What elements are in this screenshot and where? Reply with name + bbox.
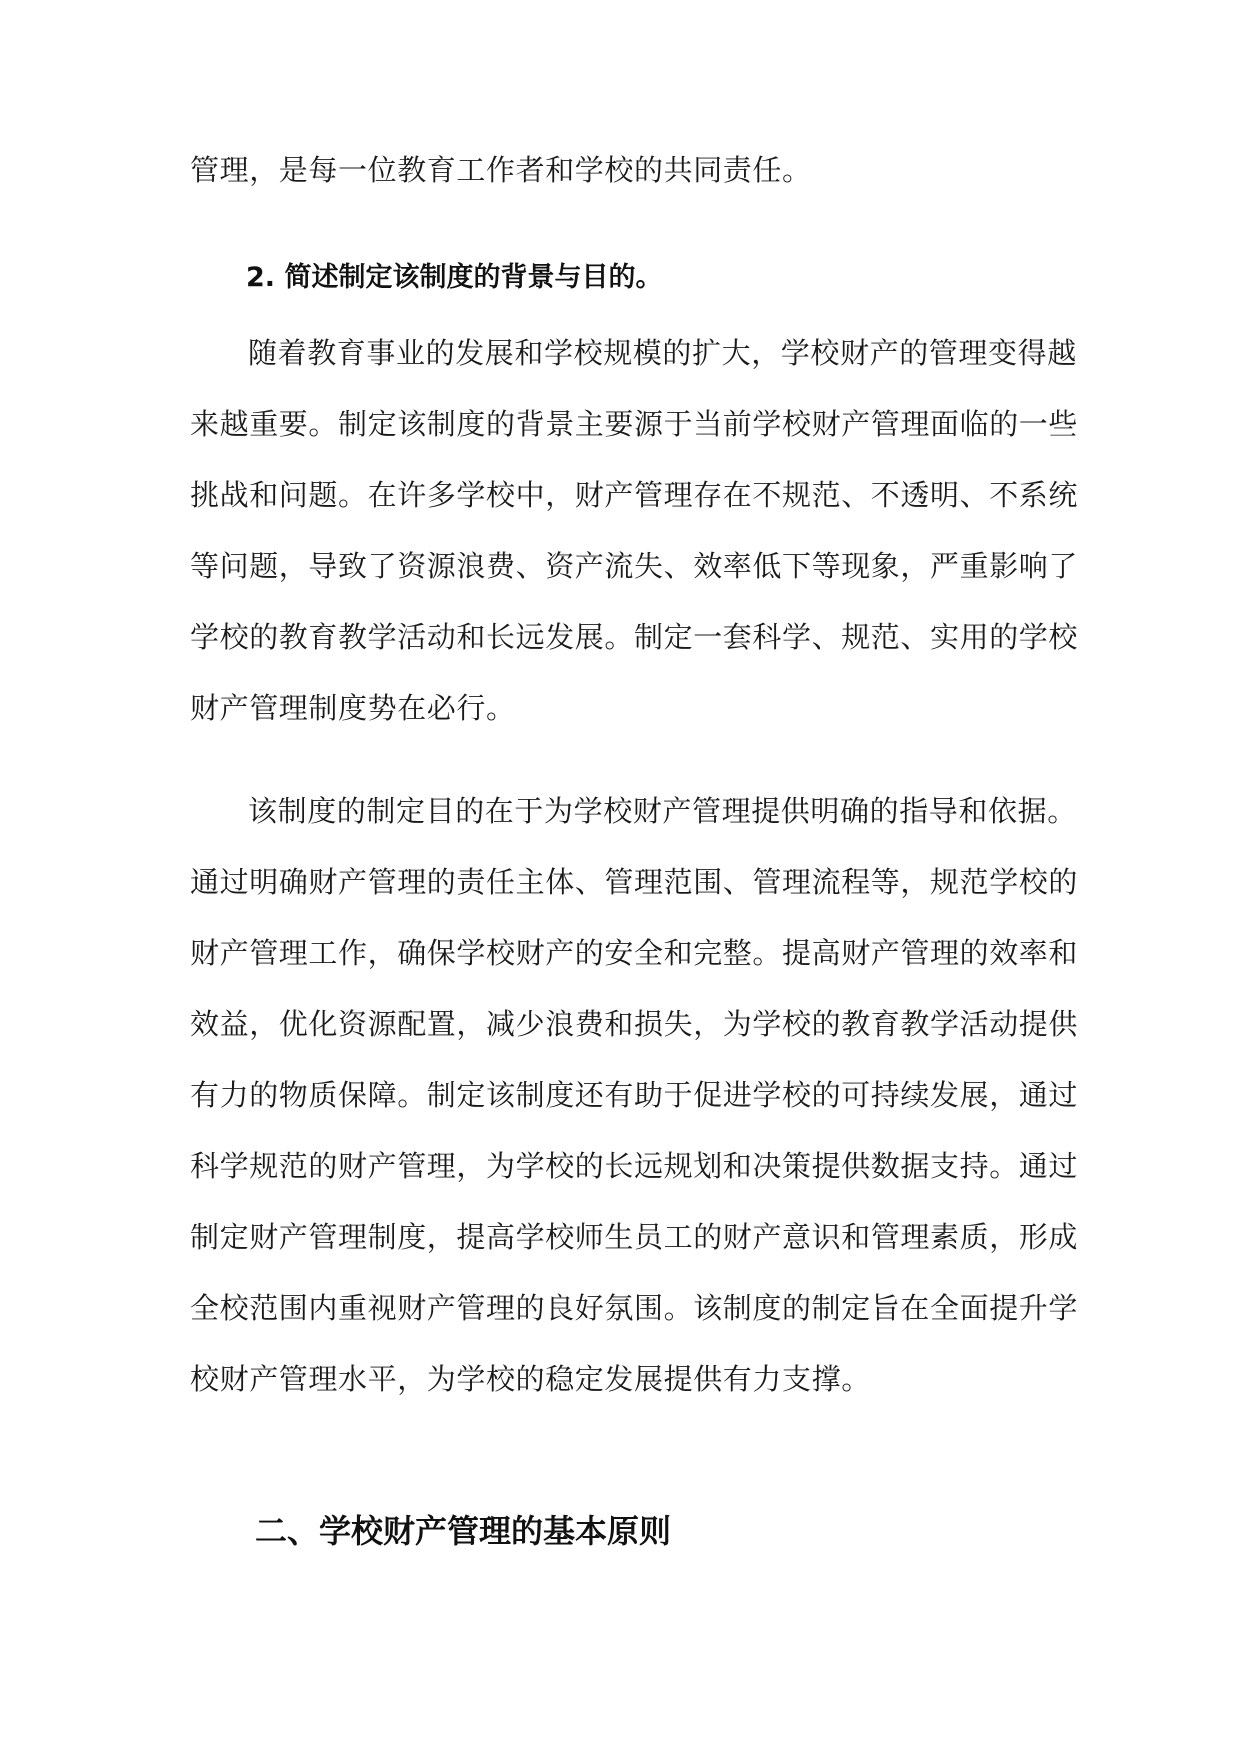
paragraph-line: 科学规范的财产管理，为学校的长远规划和决策提供数据支持。通过 [190,1149,1079,1183]
paragraph-line: 效益，优化资源配置，减少浪费和损失，为学校的教育教学活动提供 [190,1007,1079,1041]
section-heading-principles: 二、学校财产管理的基本原则 [255,1512,672,1550]
paragraph-line: 来越重要。制定该制度的背景主要源于当前学校财产管理面临的一些 [190,407,1079,441]
paragraph-line: 等问题，导致了资源浪费、资产流失、效率低下等现象，严重影响了 [190,549,1079,583]
paragraph-line: 有力的物质保障。制定该制度还有助于促进学校的可持续发展，通过 [190,1078,1079,1112]
paragraph-line: 财产管理制度势在必行。 [190,691,516,725]
paragraph-line: 该制度的制定目的在于为学校财产管理提供明确的指导和依据。 [248,794,1077,828]
paragraph-line: 全校范围内重视财产管理的良好氛围。该制度的制定旨在全面提升学 [190,1291,1079,1325]
paragraph-line: 制定财产管理制度，提高学校师生员工的财产意识和管理素质，形成 [190,1220,1079,1254]
paragraph-line: 挑战和问题。在许多学校中，财产管理存在不规范、不透明、不系统 [190,478,1079,512]
intro-tail-line: 管理，是每一位教育工作者和学校的共同责任。 [190,153,812,187]
paragraph-line: 学校的教育教学活动和长远发展。制定一套科学、规范、实用的学校 [190,620,1079,654]
section-2-heading: 2. 简述制定该制度的背景与目的。 [246,262,663,293]
paragraph-line: 财产管理工作，确保学校财产的安全和完整。提高财产管理的效率和 [190,936,1079,970]
paragraph-line: 随着教育事业的发展和学校规模的扩大，学校财产的管理变得越 [248,336,1077,370]
paragraph-line: 通过明确财产管理的责任主体、管理范围、管理流程等，规范学校的 [190,865,1079,899]
paragraph-line: 校财产管理水平，为学校的稳定发展提供有力支撑。 [190,1362,871,1396]
